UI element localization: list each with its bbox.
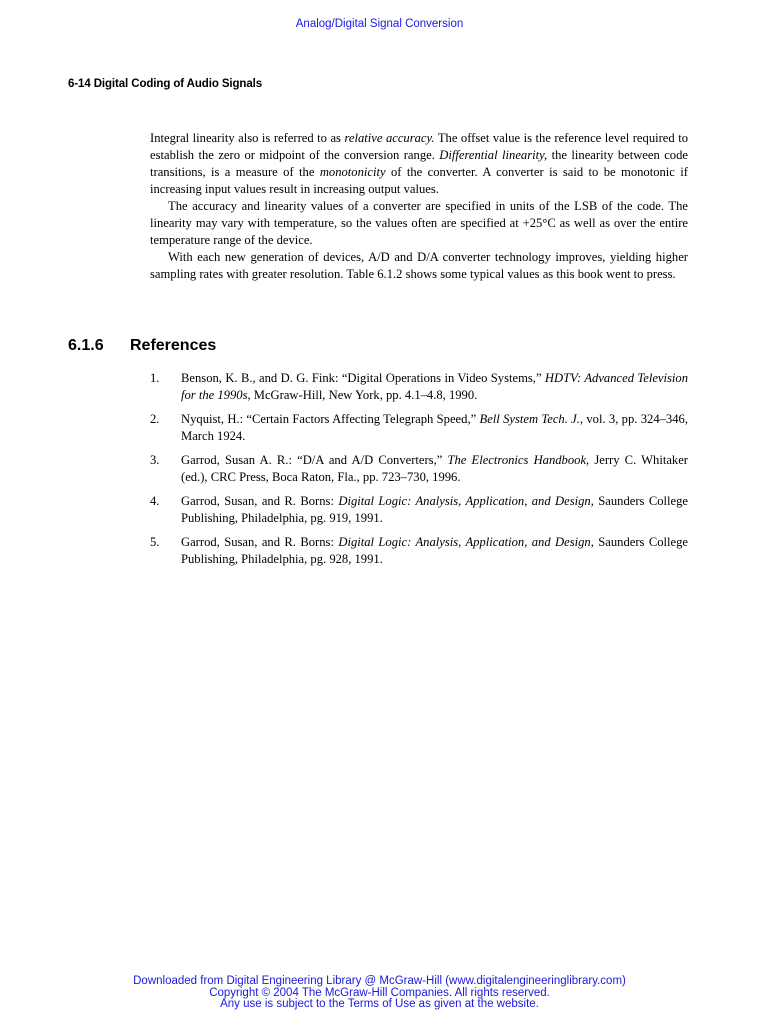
references-list (150, 370, 688, 575)
reference-item: 5. Garrod, Susan, and R. Borns: Digital Logic: Analysis, Application, and Design, Saunders College Publishing, Philadelphia, pg. 928, 1991. (150, 535, 688, 566)
body-text (150, 130, 688, 283)
footer (0, 976, 759, 1011)
emphasis-differential-linearity: Differential linearity, (439, 148, 548, 162)
paragraph-1: Integral linearity also is referred to as relative accuracy. The offset value is the reference level required to establish the zero or midpoint of the conversion range. Differential linearity, the linearity between code transitions, is a measure of the monotonicity of the converter. A converter is said to be monotonic if increasing input values result in increasing output values. (150, 131, 688, 196)
reference-number: 2. (150, 412, 160, 426)
section-title: References (130, 337, 217, 354)
reference-number: 5. (150, 535, 160, 549)
reference-item: 3. Garrod, Susan A. R.: “D/A and A/D Converters,” The Electronics Handbook, Jerry C. Whitaker (ed.), CRC Press, Boca Raton, Fla., pp. 723–730, 1996. (150, 453, 688, 484)
reference-item: 1. Benson, K. B., and D. G. Fink: “Digital Operations in Video Systems,” HDTV: Advanced Television for the 1990s, McGraw-Hill, New York, pp. 4.1–4.8, 1990. (150, 371, 688, 402)
reference-number: 1. (150, 371, 160, 385)
footer-download-link[interactable]: Downloaded from Digital Engineering Library @ McGraw-Hill (www.digitalengineeringlibrary.com) (133, 975, 626, 987)
footer-terms-link[interactable]: Any use is subject to the Terms of Use as given at the website. (220, 998, 539, 1010)
footer-copyright-link[interactable]: Copyright © 2004 The McGraw-Hill Companies. All rights reserved. (209, 986, 550, 999)
emphasis-relative-accuracy: relative accuracy. (344, 131, 435, 145)
paragraph-3: With each new generation of devices, A/D and D/A converter technology improves, yielding higher sampling rates with greater resolution. Table 6.1.2 shows some typical values as this book went to press. (150, 250, 688, 281)
reference-number: 3. (150, 453, 160, 467)
reference-item: 4. Garrod, Susan, and R. Borns: Digital Logic: Analysis, Application, and Design, Saunders College Publishing, Philadelphia, pg. 919, 1991. (150, 494, 688, 525)
emphasis-monotonicity: monotonicity (319, 165, 386, 179)
section-number: 6.1.6 (68, 337, 104, 354)
chapter-title-link[interactable]: Analog/Digital Signal Conversion (295, 18, 464, 30)
running-head: 6-14 Digital Coding of Audio Signals (68, 78, 263, 90)
reference-number: 4. (150, 494, 160, 508)
paragraph-2: The accuracy and linearity values of a converter are specified in units of the LSB of the code. The linearity may vary with temperature, so the values often are specified at +25°C as well as over the entire temperature range of the device. (150, 199, 688, 247)
reference-item: 2. Nyquist, H.: “Certain Factors Affecting Telegraph Speed,” Bell System Tech. J., vol. 3, pp. 324–346, March 1924. (150, 412, 688, 443)
section-heading (68, 337, 216, 355)
